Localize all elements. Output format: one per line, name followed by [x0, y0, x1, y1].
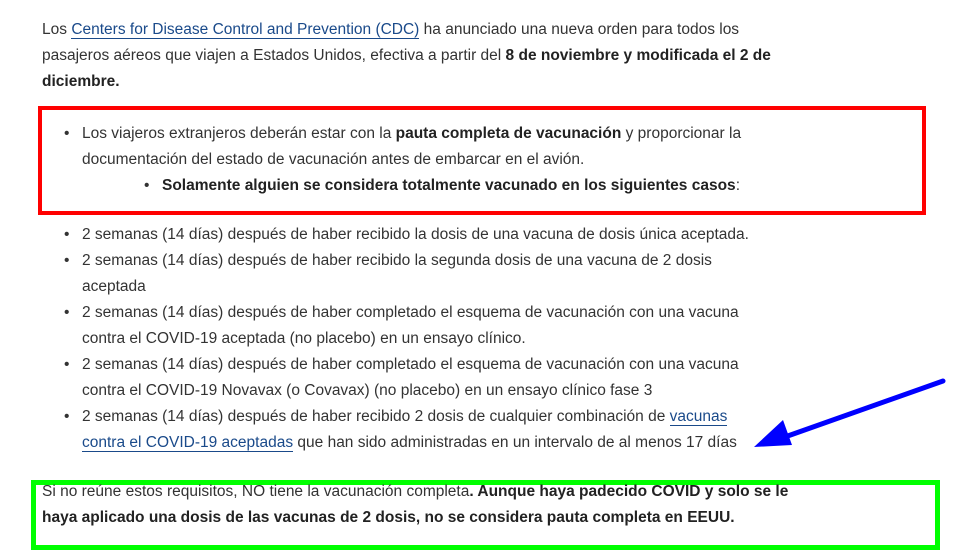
last-case-text-1: 2 semanas (14 días) después de haber recibido 2 dosis de cualquier combinación de: [82, 408, 670, 425]
list-item: • 2 semanas (14 días) después de haber completado el esquema de vacunación con una vacuna contra el COVID-19 Novavax (o Covavax) (no placebo) en un ensayo clínico fase 3: [42, 352, 762, 404]
arrow-head-icon: [754, 420, 792, 447]
intro-date-bold: 8 de noviembre y modificada el 2 de diciembre.: [42, 47, 771, 90]
list-item: • 2 semanas (14 días) después de haber completado el esquema de vacunación con una vacuna contra el COVID-19 aceptada (no placebo) en un ensayo clínico.: [42, 300, 762, 352]
red-text-1: Los viajeros extranjeros deberán estar con la: [82, 125, 396, 142]
list-item: • 2 semanas (14 días) después de haber recibido la dosis de una vacuna de dosis única aceptada.: [42, 222, 762, 248]
intro-text-1: Los: [42, 21, 72, 38]
cdc-link[interactable]: Centers for Disease Control and Prevention (CDC): [71, 21, 420, 38]
intro-text-2: ha anunciado una nueva orden para todos los pasajeros aéreos que viajen a Estados Unidos, efectiva a partir del: [42, 21, 740, 64]
accepted-vaccines-link[interactable]: vacunas contra el COVID-19 aceptadas: [82, 408, 728, 451]
red-text-2: y proporcionar la documentación del estado de vacunación antes de embarcar en el avión.: [82, 125, 742, 168]
sub-colon: :: [735, 177, 740, 194]
last-case-text-2: que han sido administradas en un intervalo de al menos 17 días: [293, 434, 737, 451]
sub-bold: Solamente alguien se considera totalmente vacunado en los siguientes casos: [162, 177, 736, 194]
closing-text: Si no reúne estos requisitos, NO tiene la vacunación completa: [42, 483, 470, 500]
red-bold: pauta completa de vacunación: [395, 125, 622, 142]
arrow-shaft: [782, 381, 943, 438]
closing-bold: . Aunque haya padecido COVID y solo se le haya aplicado una dosis de las vacunas de 2 dosis, no se considera pauta completa en EEUU.: [42, 483, 789, 526]
list-item: • 2 semanas (14 días) después de haber recibido la segunda dosis de una vacuna de 2 dosis aceptada: [42, 248, 762, 300]
